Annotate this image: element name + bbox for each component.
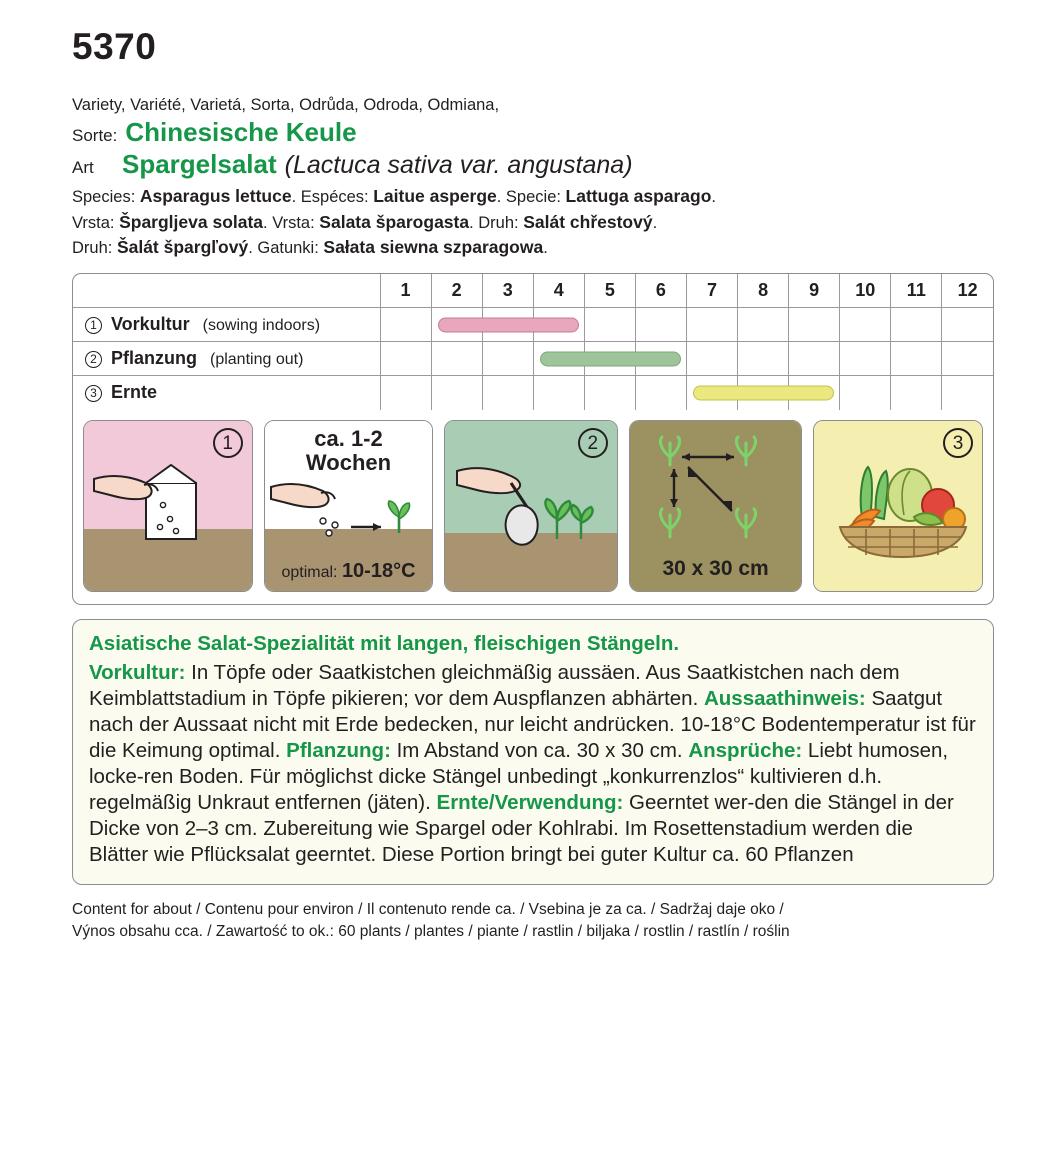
sowing-calendar bbox=[72, 273, 994, 605]
cell-1-8 bbox=[738, 308, 789, 342]
description-segment: In Töpfe oder Saatkistchen gleichmäßig aussäen. Aus Saatkistchen nach dem Keimblattstadium in Töpfe pikieren; vor dem Auspflanzen abhärten. bbox=[89, 660, 900, 710]
row-sub-1: (sowing indoors) bbox=[202, 317, 321, 335]
cell-1-1 bbox=[380, 308, 431, 342]
species-label: . Espéces: bbox=[291, 188, 374, 206]
product-code: 5370 bbox=[72, 26, 157, 67]
description-keyword: Pflanzung: bbox=[286, 738, 391, 762]
illustration-germination-time bbox=[264, 420, 434, 592]
month-header-1: 1 bbox=[380, 274, 431, 308]
month-header-4: 4 bbox=[533, 274, 584, 308]
species-label: . bbox=[652, 213, 658, 232]
cell-1-3 bbox=[482, 308, 533, 342]
cell-2-9 bbox=[789, 342, 840, 376]
description-segment: Saatgut nach der Aussaat nicht mit Erde bedecken, nur leicht andrücken. 10-18°C Bodentemperatur ist für die Keimung optimal. bbox=[89, 686, 976, 762]
art-value: Spargelsalat bbox=[122, 149, 277, 179]
species-label: . bbox=[543, 239, 548, 258]
content-footer bbox=[72, 899, 994, 944]
cell-3-1 bbox=[380, 376, 431, 410]
cell-1-6 bbox=[635, 308, 686, 342]
species-line-1 bbox=[72, 184, 994, 210]
description-box bbox=[72, 619, 994, 885]
description-segment: Liebt humosen, locke-ren Boden. Für möglichst dicke Stängel unbedingt „konkurrenzlos“ kultivieren d.h. regelmäßig Unkraut entfernen (jäten). bbox=[89, 738, 949, 814]
description-keyword: Ernte/Verwendung: bbox=[436, 790, 624, 814]
art-label: Art bbox=[72, 158, 94, 177]
cell-3-6 bbox=[635, 376, 686, 410]
cell-2-1 bbox=[380, 342, 431, 376]
month-header-5: 5 bbox=[584, 274, 635, 308]
calendar-header-row bbox=[73, 274, 993, 308]
month-header-8: 8 bbox=[738, 274, 789, 308]
calendar-corner bbox=[73, 274, 380, 308]
species-name: Lattuga asparago bbox=[565, 186, 712, 206]
species-name: Šalát špargľový bbox=[116, 237, 249, 258]
cell-2-2 bbox=[431, 342, 482, 376]
cell-2-8 bbox=[738, 342, 789, 376]
row-title-1: Vorkultur bbox=[111, 314, 190, 335]
illustration-planting-out bbox=[444, 420, 617, 592]
cell-1-4 bbox=[533, 308, 584, 342]
description-text bbox=[89, 660, 977, 868]
cell-1-11 bbox=[891, 308, 942, 342]
sorte-label: Sorte: bbox=[72, 126, 118, 145]
sorte-row bbox=[72, 117, 994, 148]
cell-3-7 bbox=[686, 376, 737, 410]
species-line-2 bbox=[72, 210, 994, 236]
cell-2-12 bbox=[942, 342, 993, 376]
cell-3-2 bbox=[431, 376, 482, 410]
row-label-pflanzung bbox=[73, 342, 380, 376]
cell-2-6 bbox=[635, 342, 686, 376]
species-label: Species: bbox=[72, 188, 140, 206]
species-name: Asparagus lettuce bbox=[139, 186, 292, 206]
species-label: . Druh: bbox=[469, 213, 524, 232]
plant-spacing-label: 30 x 30 cm bbox=[662, 556, 769, 580]
illustration-sowing-indoors bbox=[83, 420, 253, 592]
description-keyword: Vorkultur: bbox=[89, 660, 186, 684]
species-name: Šparglјeva solata bbox=[119, 211, 264, 232]
row-title-2: Pflanzung bbox=[111, 348, 197, 369]
month-header-10: 10 bbox=[840, 274, 891, 308]
cell-3-11 bbox=[891, 376, 942, 410]
cell-1-12 bbox=[942, 308, 993, 342]
cell-3-4 bbox=[533, 376, 584, 410]
row-sub-2: (planting out) bbox=[210, 351, 304, 369]
species-name: Sałata siewna szparagowa bbox=[323, 237, 544, 258]
step-badge-1: 1 bbox=[213, 428, 243, 458]
cell-1-9 bbox=[789, 308, 840, 342]
illustration-strip bbox=[73, 410, 993, 604]
cell-2-5 bbox=[584, 342, 635, 376]
cell-1-5 bbox=[584, 308, 635, 342]
art-latin-name: (Lactuca sativa var. angustana) bbox=[284, 151, 633, 179]
row-label-vorkultur bbox=[73, 308, 380, 342]
month-header-9: 9 bbox=[789, 274, 840, 308]
cell-1-7 bbox=[686, 308, 737, 342]
month-header-11: 11 bbox=[891, 274, 942, 308]
row-number-1: 1 bbox=[85, 317, 102, 334]
variety-languages-line: Variety, Variété, Varietá, Sorta, Odrůda, Odroda, Odmiana, bbox=[72, 96, 500, 114]
cell-1-10 bbox=[840, 308, 891, 342]
illustration-harvest-basket bbox=[813, 420, 983, 592]
cell-3-10 bbox=[840, 376, 891, 410]
cell-2-11 bbox=[891, 342, 942, 376]
species-label: . bbox=[711, 188, 717, 206]
cell-3-3 bbox=[482, 376, 533, 410]
row-title-3: Ernte bbox=[111, 382, 158, 403]
month-header-12: 12 bbox=[942, 274, 993, 308]
step-badge-2: 2 bbox=[578, 428, 608, 458]
footer-line-1: Content for about / Contenu pour environ / Il contenuto rende ca. / Vsebina je za ca. / Sadržaj daje oko / bbox=[72, 900, 784, 918]
species-translations bbox=[72, 184, 994, 261]
cell-3-9 bbox=[789, 376, 840, 410]
species-label: . Gatunki: bbox=[248, 239, 324, 258]
month-header-2: 2 bbox=[431, 274, 482, 308]
cell-3-8 bbox=[738, 376, 789, 410]
species-label: Druh: bbox=[72, 239, 117, 258]
row-number-2: 2 bbox=[85, 351, 102, 368]
sorte-value: Chinesische Keule bbox=[125, 117, 357, 147]
calendar-table bbox=[73, 274, 993, 410]
optimal-temperature-label: optimal: 10-18°C bbox=[281, 559, 416, 582]
cell-2-4 bbox=[533, 342, 584, 376]
month-header-6: 6 bbox=[635, 274, 686, 308]
description-keyword: Ansprüche: bbox=[688, 738, 803, 762]
cell-3-5 bbox=[584, 376, 635, 410]
calendar-row-ernte bbox=[73, 376, 993, 410]
row-label-ernte bbox=[73, 376, 380, 410]
calendar-row-vorkultur bbox=[73, 308, 993, 342]
description-headline: Asiatische Salat-Spezialität mit langen, fleischigen Stängeln. bbox=[89, 631, 680, 655]
month-header-3: 3 bbox=[482, 274, 533, 308]
name-block bbox=[72, 96, 994, 261]
species-name: Salát chřestový bbox=[523, 211, 653, 232]
species-label: Vrsta: bbox=[72, 213, 120, 232]
description-segment: Im Abstand von ca. 30 x 30 cm. bbox=[390, 738, 689, 762]
cell-2-3 bbox=[482, 342, 533, 376]
row-number-3: 3 bbox=[85, 385, 102, 402]
calendar-row-pflanzung bbox=[73, 342, 993, 376]
species-label: . Specie: bbox=[496, 188, 566, 206]
species-label: . Vrsta: bbox=[263, 213, 320, 232]
month-header-7: 7 bbox=[686, 274, 737, 308]
description-keyword: Aussaathinweis: bbox=[703, 686, 866, 710]
cell-2-10 bbox=[840, 342, 891, 376]
description-segment: Geerntet wer-den die Stängel in der Dicke von 2–3 cm. Zubereitung wie Spargel oder Kohlrabi. Im Rosettenstadium werden die Blätter wie Pflücksalat geerntet. Diese Portion bringt bei guter Kultur ca. 60 Pflanzen bbox=[89, 790, 954, 866]
species-name: Salata šparogasta bbox=[319, 211, 470, 232]
illustration-plant-spacing bbox=[629, 420, 802, 592]
art-row bbox=[72, 149, 994, 180]
cell-3-12 bbox=[942, 376, 993, 410]
cell-2-7 bbox=[686, 342, 737, 376]
species-name: Laitue asperge bbox=[373, 186, 497, 206]
species-line-3 bbox=[72, 235, 994, 261]
footer-line-2: Výnos obsahu cca. / Zawartość to ok.: 60 plants / plantes / piante / rastlin / biljaka / rostlin / rastlín / roślin bbox=[72, 923, 790, 941]
step-badge-3: 3 bbox=[943, 428, 973, 458]
germination-duration-label: ca. 1-2 Wochen bbox=[305, 425, 392, 476]
cell-1-2 bbox=[431, 308, 482, 342]
